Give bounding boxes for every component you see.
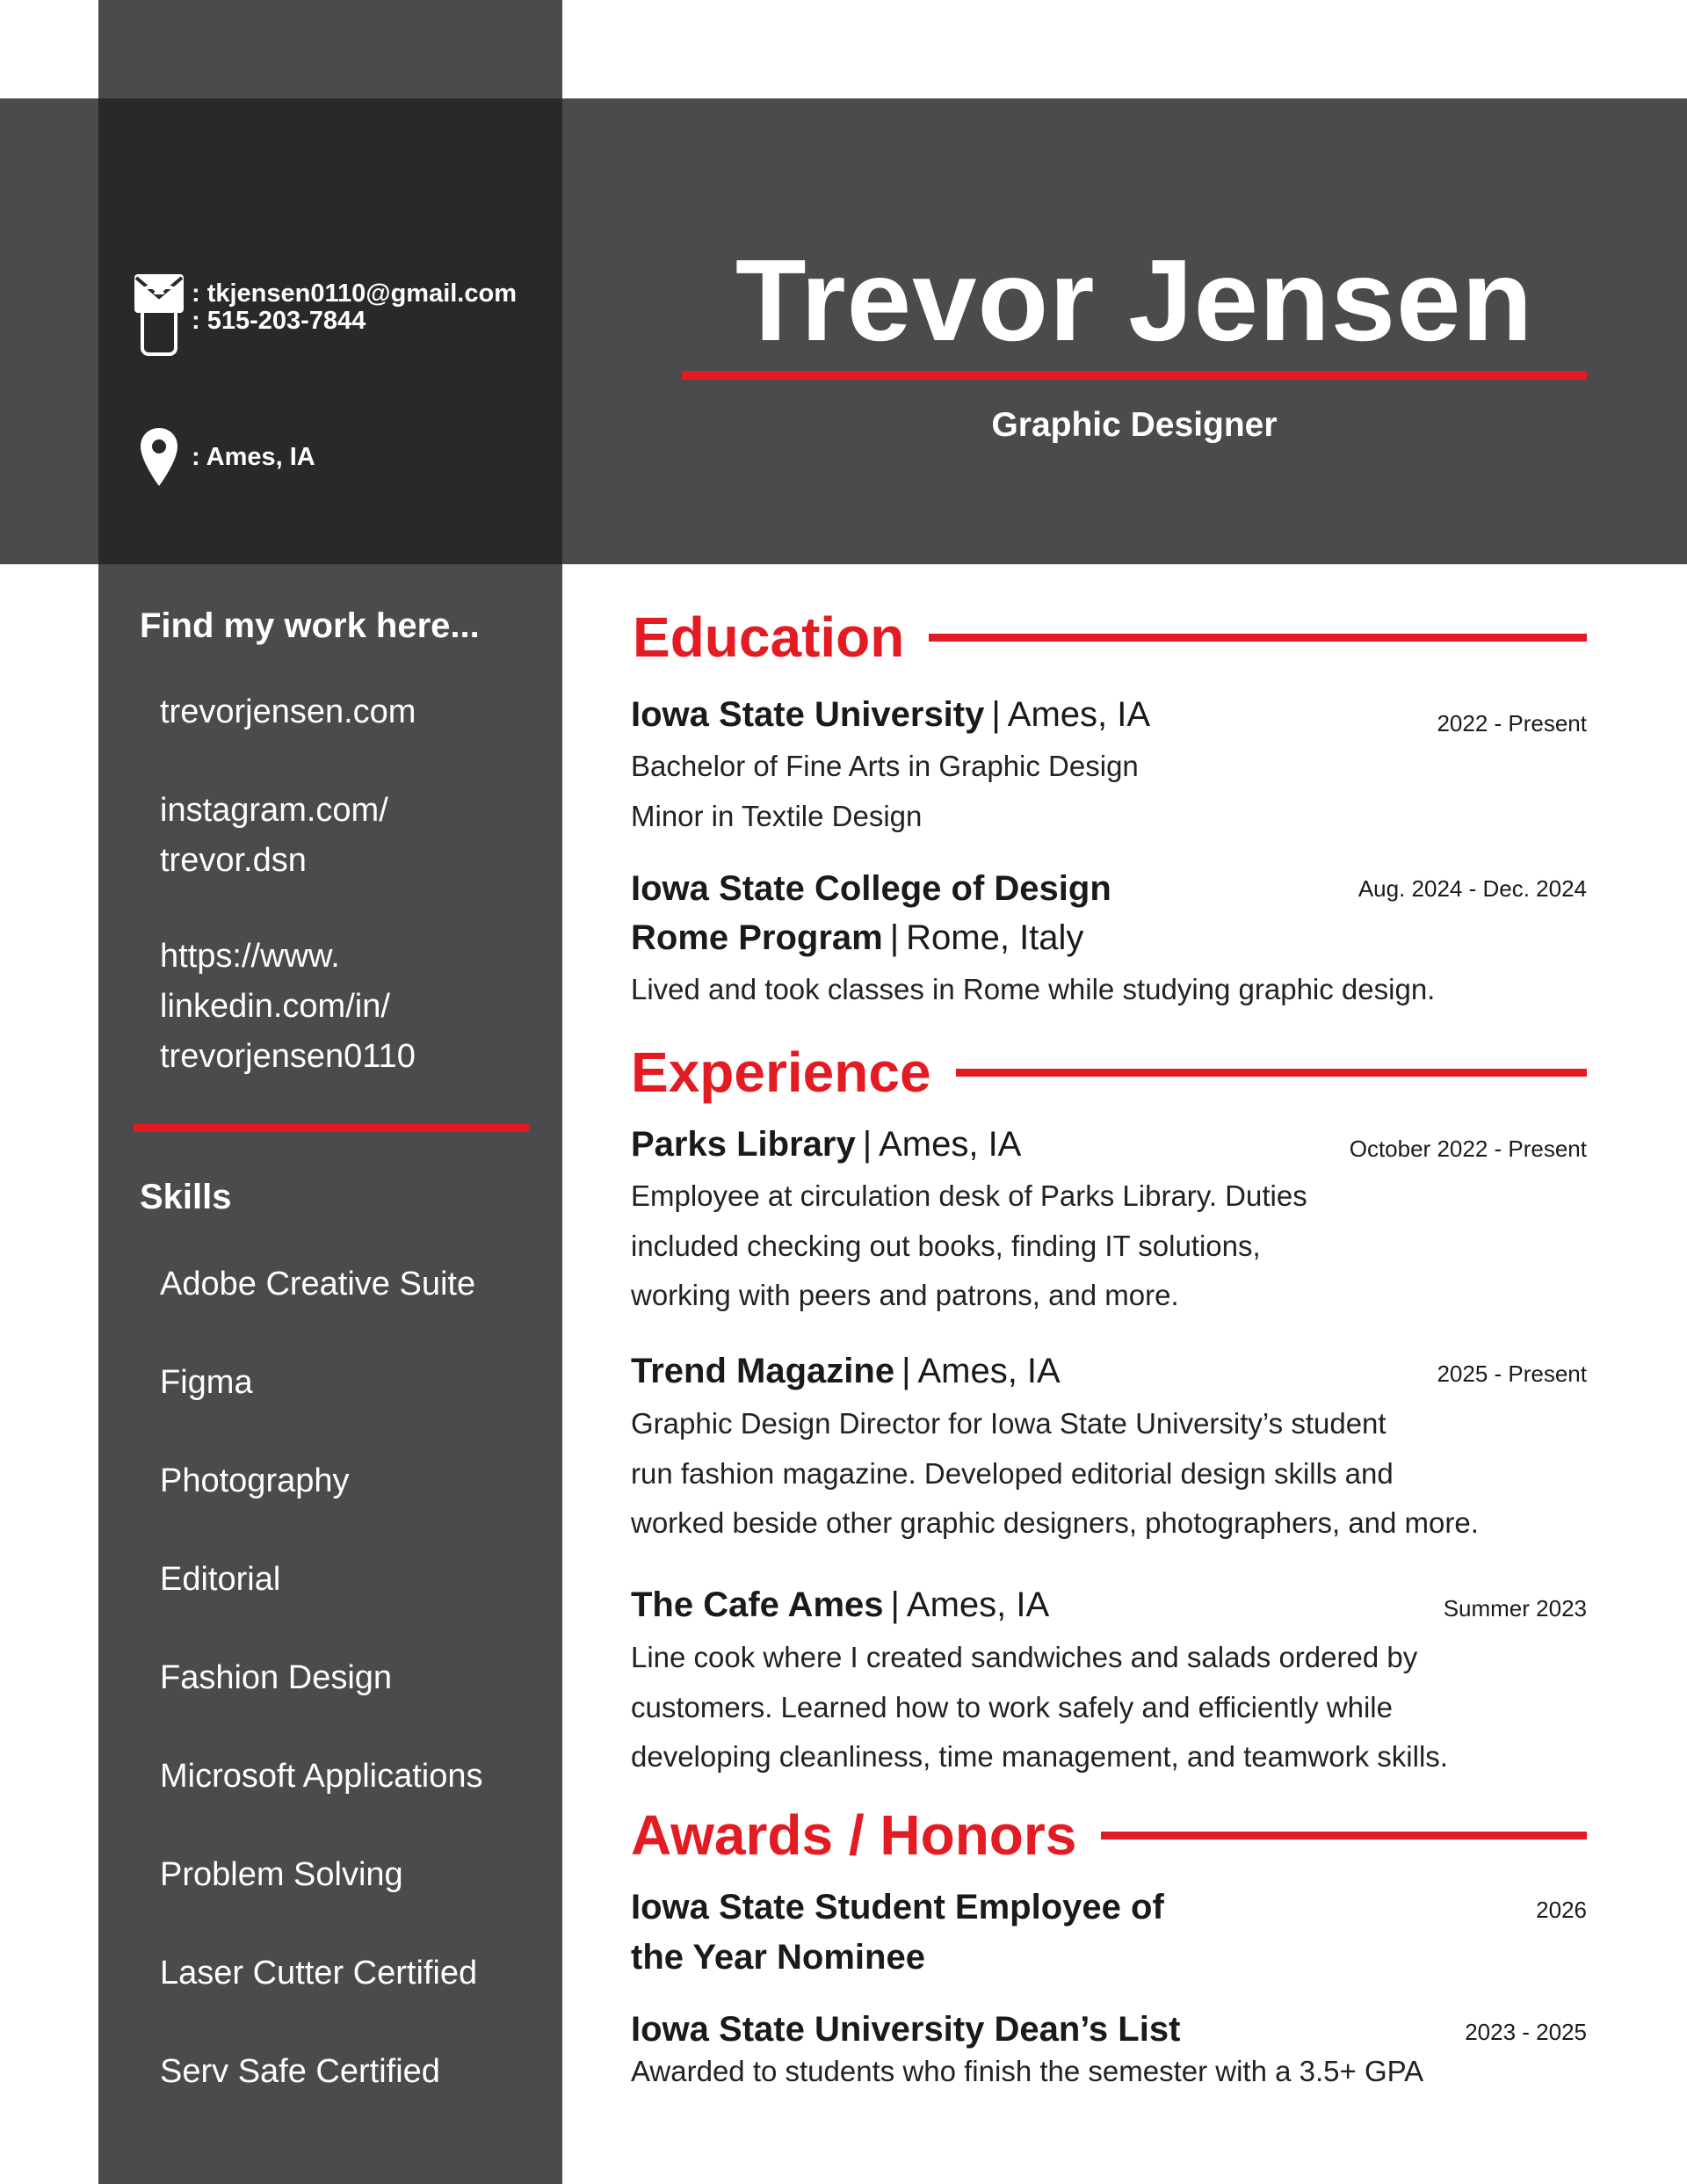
education-date: Aug. 2024 - Dec. 2024 — [1358, 875, 1587, 902]
name-underline — [682, 371, 1587, 380]
sidebar-divider — [134, 1124, 529, 1132]
education-details: Bachelor of Fine Arts in Graphic Design Minor in Textile Design — [631, 750, 1139, 832]
skill-item: Problem Solving — [160, 1856, 403, 1893]
award-date: 2026 — [1536, 1897, 1587, 1923]
education-entry-title — [631, 864, 1111, 914]
award-title: Iowa State University Dean’s List — [631, 2010, 1181, 2049]
heading-rule — [1101, 1832, 1587, 1839]
link-website[interactable] — [160, 687, 416, 737]
program-title: Rome Program | Rome, Italy — [631, 918, 1084, 957]
experience-heading: Experience — [631, 1041, 931, 1104]
skill-item: Serv Safe Certified — [160, 2053, 440, 2090]
experience-date: Summer 2023 — [1443, 1595, 1587, 1622]
education-details: Lived and took classes in Rome while studying graphic design. — [631, 973, 1436, 1005]
institution-location: Ames, IA — [1007, 695, 1151, 734]
skills-heading: Skills — [140, 1178, 232, 1216]
awards-heading: Awards / Honors — [631, 1803, 1077, 1867]
contact-location[interactable] — [134, 422, 315, 492]
employer-location: Ames, IA — [879, 1125, 1022, 1164]
employer-location: Ames, IA — [906, 1585, 1050, 1624]
experience-section-header — [631, 1039, 1587, 1106]
experience-date: October 2022 - Present — [1349, 1136, 1587, 1162]
skill-item: Fashion Design — [160, 1659, 393, 1696]
job-title: Graphic Designer — [991, 406, 1278, 444]
experience-entry-title: Trend Magazine | Ames, IA — [631, 1352, 1061, 1390]
skill-item: Editorial — [160, 1561, 281, 1598]
heading-rule — [956, 1069, 1587, 1077]
award-details: Awarded to students who finish the semester with a 3.5+ GPA — [631, 2055, 1424, 2087]
location-text: : Ames, IA — [192, 442, 315, 471]
links-heading: Find my work here... — [140, 606, 480, 645]
link-line: linkedin.com/in/ — [160, 988, 390, 1025]
experience-entry-title: The Cafe Ames | Ames, IA — [631, 1585, 1050, 1624]
heading-rule — [929, 634, 1587, 642]
link-line: trevorjensen.com — [160, 693, 416, 730]
skill-item: Microsoft Applications — [160, 1758, 483, 1795]
program-name: Rome Program — [631, 918, 883, 957]
award-date: 2023 - 2025 — [1465, 2019, 1587, 2045]
link-line: https://www. — [160, 938, 340, 975]
phone-text: : 515-203-7844 — [192, 306, 366, 335]
experience-details: Line cook where I created sandwiches and salads ordered by customers. Learned how to work safely and efficiently while developing cleanliness, time management, and teamwork skills. — [631, 1641, 1448, 1773]
education-section-header — [633, 604, 1587, 671]
email-text: : tkjensen0110@gmail.com — [192, 279, 517, 308]
institution-name: Iowa State University — [631, 695, 985, 734]
institution-name: Iowa State College of Design — [631, 869, 1111, 908]
skill-item: Figma — [160, 1364, 253, 1401]
education-entry-title: Iowa State University | Ames, IA — [631, 695, 1151, 734]
education-date: 2022 - Present — [1437, 710, 1587, 736]
link-linkedin[interactable] — [160, 932, 416, 1082]
candidate-name: Trevor Jensen — [735, 236, 1534, 365]
experience-details: Employee at circulation desk of Parks Library. Duties included checking out books, finding IT solutions, working with peers and patrons, and more. — [631, 1179, 1307, 1311]
skill-item: Laser Cutter Certified — [160, 1955, 478, 1992]
link-instagram[interactable] — [160, 786, 388, 886]
experience-details: Graphic Design Director for Iowa State University’s student run fashion magazine. Developed editorial design skills and worked beside other graphic designers, photographers, and more. — [631, 1407, 1479, 1539]
experience-entry-title: Parks Library | Ames, IA — [631, 1125, 1022, 1164]
awards-section-header — [631, 1802, 1587, 1868]
employer-name: Trend Magazine — [631, 1352, 895, 1390]
contact-phone[interactable] — [134, 286, 366, 356]
skill-item: Adobe Creative Suite — [160, 1266, 476, 1302]
employer-location: Ames, IA — [917, 1352, 1061, 1390]
phone-icon — [134, 286, 185, 356]
link-line: trevor.dsn — [160, 842, 307, 879]
program-location: Rome, Italy — [906, 918, 1084, 957]
employer-name: Parks Library — [631, 1125, 856, 1164]
skill-item: Photography — [160, 1462, 350, 1499]
education-heading: Education — [633, 606, 905, 669]
link-line: trevorjensen0110 — [160, 1038, 416, 1075]
experience-date: 2025 - Present — [1437, 1360, 1587, 1387]
employer-name: The Cafe Ames — [631, 1585, 884, 1624]
map-pin-icon — [134, 422, 185, 492]
award-title: Iowa State Student Employee of the Year Nominee — [631, 1888, 1164, 1977]
link-line: instagram.com/ — [160, 792, 388, 829]
